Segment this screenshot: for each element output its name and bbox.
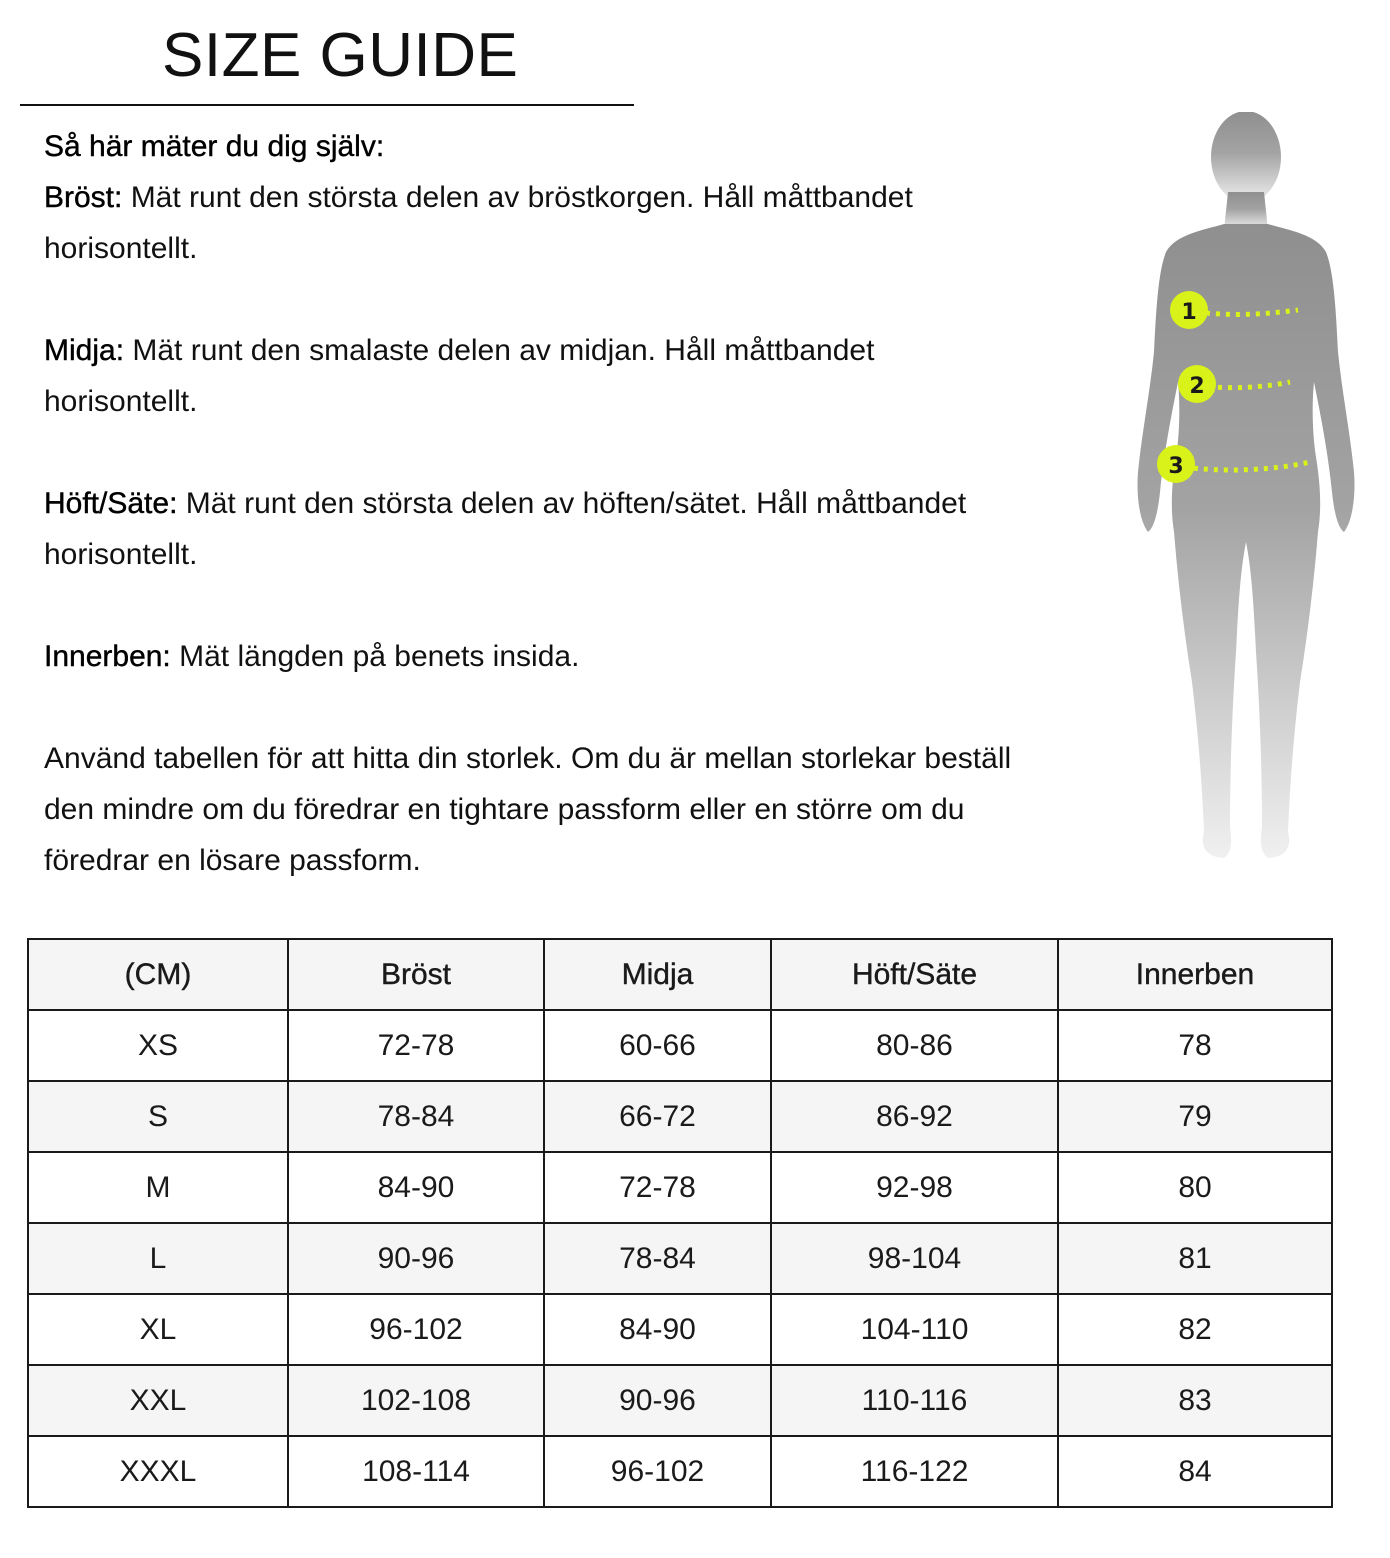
size-cell: XS (28, 1010, 288, 1081)
hip-label: Höft/Säte: (44, 487, 178, 520)
hip-cell: 98-104 (771, 1223, 1058, 1294)
chest-cell: 72-78 (288, 1010, 544, 1081)
instructions-heading-text: Så här mäter du dig själv: (44, 130, 385, 163)
inseam-cell: 83 (1058, 1365, 1332, 1436)
chest-cell: 84-90 (288, 1152, 544, 1223)
size-cell: XL (28, 1294, 288, 1365)
marker-3-label: 3 (1168, 454, 1184, 479)
header-waist: Midja (544, 939, 771, 1010)
hip-text: Mät runt den största delen av höften/sätet. Håll måttbandet horisontellt. (44, 487, 967, 571)
inseam-cell: 78 (1058, 1010, 1332, 1081)
hip-instruction (44, 478, 1034, 580)
chest-instruction (44, 172, 1034, 274)
size-cell: XXXL (28, 1436, 288, 1507)
table-row (28, 1152, 1332, 1223)
body-silhouette-illustration (1120, 112, 1370, 872)
table-row (28, 1365, 1332, 1436)
waist-cell: 96-102 (544, 1436, 771, 1507)
waist-cell: 72-78 (544, 1152, 771, 1223)
table-row (28, 1294, 1332, 1365)
waist-label: Midja: (44, 334, 125, 367)
hip-cell: 104-110 (771, 1294, 1058, 1365)
hip-cell: 110-116 (771, 1365, 1058, 1436)
silhouette-body (1137, 112, 1354, 858)
inseam-cell: 80 (1058, 1152, 1332, 1223)
header-inseam: Innerben (1058, 939, 1332, 1010)
hip-cell: 116-122 (771, 1436, 1058, 1507)
table-row (28, 1081, 1332, 1152)
table-row (28, 1010, 1332, 1081)
hip-cell: 92-98 (771, 1152, 1058, 1223)
size-cell: XXL (28, 1365, 288, 1436)
waist-cell: 78-84 (544, 1223, 771, 1294)
chest-cell: 96-102 (288, 1294, 544, 1365)
header-hip: Höft/Säte (771, 939, 1058, 1010)
chest-cell: 108-114 (288, 1436, 544, 1507)
spacer (44, 682, 1034, 733)
chest-text: Mät runt den största delen av bröstkorgen. Håll måttbandet horisontellt. (44, 181, 913, 265)
hip-cell: 80-86 (771, 1010, 1058, 1081)
inseam-cell: 81 (1058, 1223, 1332, 1294)
marker-1-label: 1 (1181, 300, 1197, 325)
title-divider (20, 104, 634, 106)
waist-cell: 84-90 (544, 1294, 771, 1365)
waist-cell: 60-66 (544, 1010, 771, 1081)
marker-2-label: 2 (1189, 374, 1205, 399)
inseam-cell: 84 (1058, 1436, 1332, 1507)
instructions-heading (44, 121, 1034, 172)
waist-instruction (44, 325, 1034, 427)
page-title: SIZE GUIDE (162, 21, 519, 90)
table-header-row (28, 939, 1332, 1010)
inseam-cell: 82 (1058, 1294, 1332, 1365)
size-cell: S (28, 1081, 288, 1152)
inseam-instruction (44, 631, 1034, 682)
header-chest: Bröst (288, 939, 544, 1010)
inseam-label: Innerben: (44, 640, 171, 673)
inseam-cell: 79 (1058, 1081, 1332, 1152)
waist-cell: 90-96 (544, 1365, 771, 1436)
waist-text: Mät runt den smalaste delen av midjan. Håll måttbandet horisontellt. (44, 334, 875, 418)
size-cell: L (28, 1223, 288, 1294)
chest-cell: 90-96 (288, 1223, 544, 1294)
chest-cell: 102-108 (288, 1365, 544, 1436)
hip-cell: 86-92 (771, 1081, 1058, 1152)
marker-1 (1170, 291, 1208, 329)
marker-3 (1157, 445, 1195, 483)
header-unit: (CM) (28, 939, 288, 1010)
spacer (44, 274, 1034, 325)
size-cell: M (28, 1152, 288, 1223)
waist-cell: 66-72 (544, 1081, 771, 1152)
chest-label: Bröst: (44, 181, 123, 214)
inseam-text: Mät längden på benets insida. (170, 640, 580, 673)
spacer (44, 427, 1034, 478)
measuring-instructions (44, 121, 1034, 886)
marker-2 (1178, 365, 1216, 403)
spacer (44, 580, 1034, 631)
chest-cell: 78-84 (288, 1081, 544, 1152)
table-row (28, 1436, 1332, 1507)
table-row (28, 1223, 1332, 1294)
size-chart-table (27, 938, 1333, 1508)
size-advice: Använd tabellen för att hitta din storlek. Om du är mellan storlekar beställ den mindre om du föredrar en tightare passform eller en större om du föredrar en lösare passform. (44, 742, 1012, 877)
